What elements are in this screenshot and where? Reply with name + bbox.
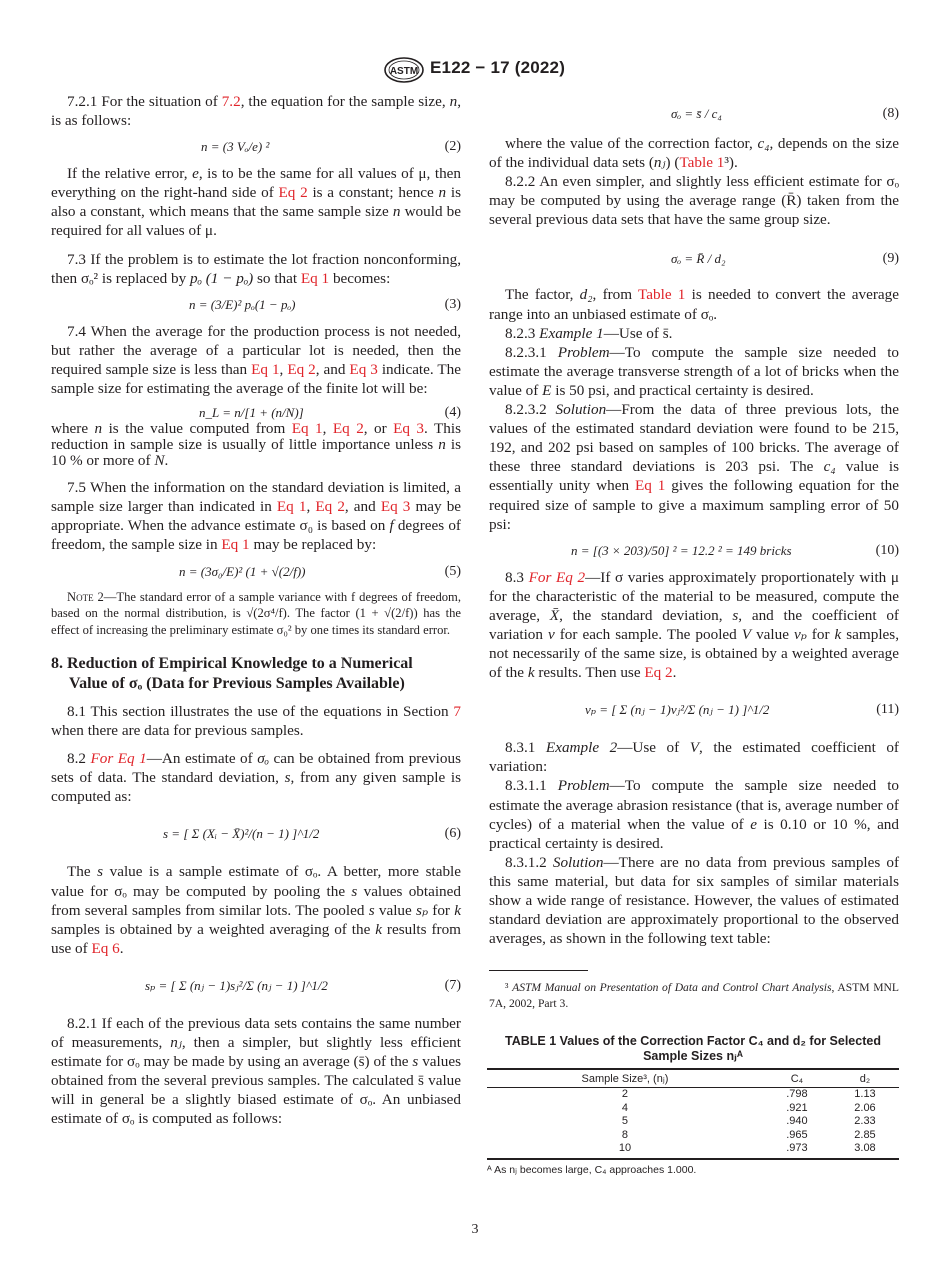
equation-5: n = (3σ₀/E)² (1 + √(2/f)) (5)	[179, 563, 461, 579]
equation-link[interactable]: Eq 1	[291, 420, 323, 438]
table-1-title: TABLE 1 Values of the Correction Factor C₄ and d₂ for Selected Sample Sizes nⱼᴬ	[505, 1034, 881, 1063]
correction-factor-table	[487, 1068, 899, 1160]
right-column	[489, 92, 899, 948]
column-header: C₄	[763, 1069, 831, 1088]
column-header: Sample Size³, (nⱼ)	[487, 1069, 763, 1088]
left-column	[51, 92, 461, 1129]
table-footnote: ᴬ As nⱼ becomes large, C₄ approaches 1.000.	[487, 1163, 697, 1176]
table-row: 8 .965 2.85	[621, 1128, 876, 1141]
paragraph-8-2-2: 8.2.2 An even simpler, and slightly less efficient estimate for σₒ may be computed by using the average range (R̄) taken from the several previous data sets that have the same group size.	[489, 173, 899, 229]
paragraph-8-2-3-1: 8.2.3.1 Problem—To compute the sample size needed to estimate the average transverse strength of a lot of bricks when the value of E is 50 psi, and practical certainty is desired.	[489, 343, 900, 399]
equation-link[interactable]: Eq 1	[251, 360, 280, 378]
paragraph-8-1: 8.1 This section illustrates the use of the equations in Section 7 when there are data for previous samples.	[51, 703, 461, 740]
equation-link[interactable]: Eq 1	[276, 498, 307, 516]
paragraph-8-3-1-2: 8.3.1.2 Solution—There are no data from previous samples of this same material, but data for six samples of similar materials show a wide range of resistance. However, the values of estimated standard deviation are approximately proportional to the observed averages, as shown in the following text table:	[489, 853, 900, 948]
equation-link[interactable]: Eq 2	[278, 184, 308, 202]
footnote-3: ³ ASTM Manual on Presentation of Data and Control Chart Analysis, ASTM MNL 7A, 2002, Part 3.	[489, 981, 900, 1010]
equation-link[interactable]: Eq 3	[380, 498, 411, 516]
paragraph-8-3-1: 8.3.1 Example 2—Use of V, the estimated coefficient of variation:	[489, 739, 899, 776]
paragraph-8-3-1-1: 8.3.1.1 Problem—To compute the sample size needed to estimate the average abrasion resistance (that is, average number of cycles) of a material when the value of e is 0.10 or 10 %, and practical certainty is desired.	[489, 777, 900, 852]
paragraph-8-2-1: 8.2.1 If each of the previous data sets contains the same number of measurements, nⱼ, then a simpler, but slightly less efficient estimate for σₒ may be made by using an average (s̄) of the s values obtained from the several previous samples. The calculated s̄ value will in general be a slightly biased estimate of σₒ. An unbiased estimate of σₒ is computed as follows:	[51, 1014, 461, 1128]
paragraph-7-4: 7.4 When the average for the production process is not needed, but rather the average of a particular lot is needed, then the required sample size is less than Eq 1, Eq 2, and Eq 3 indicate. The sample size for estimating the average of the finite lot will be:	[51, 322, 461, 398]
paragraph-8-3: 8.3 For Eq 2—If σ varies approximately proportionately with μ for the characteristic of the material to be measured, compute the average, X̄, the standard deviation, s, and the coefficient of variation v for each sample. The pooled V value vₚ for k samples, not necessarily of the same size, is obtained by a weighted average of the k results. Then use Eq 2.	[489, 568, 900, 682]
equation-link[interactable]: Eq 2	[644, 664, 673, 682]
equation-link[interactable]: Eq 2	[332, 420, 364, 438]
equation-10: n = [(3 × 203)/50] ² = 12.2 ² = 149 bricks (10)	[571, 542, 899, 558]
table-link[interactable]: Table 1	[679, 154, 725, 172]
paragraph-7-2-1: 7.2.1 For the situation of 7.2, the equation for the sample size, n, is as follows:	[51, 93, 461, 130]
paragraph-8-2: 8.2 For Eq 1—An estimate of σₒ can be obtained from previous sets of data. The standard deviation, s, from any given sample is computed as:	[51, 750, 462, 806]
section-link[interactable]: 7	[453, 703, 461, 720]
paragraph-relative-error: If the relative error, e, is to be the same for all values of μ, then everything on the right-hand side of Eq 2 is a constant; hence n is also a constant, which means that the same sample size n would be required for all values of μ.	[51, 165, 461, 240]
section-link[interactable]: 7.2	[221, 93, 241, 110]
equation-link[interactable]: Eq 3	[349, 360, 378, 378]
svg-text:ASTM: ASTM	[389, 66, 419, 77]
paragraph-d2: The factor, d₂, from Table 1 is needed to convert the average range into an unbiased estimate of σₒ.	[489, 286, 899, 323]
equation-6: s = [ Σ (Xᵢ − X̄)²/(n − 1) ]^1/2 (6)	[163, 826, 461, 842]
equation-link[interactable]: Eq 2	[315, 498, 345, 516]
equation-2: n = (3 Vₒ/e) ² (2)	[201, 139, 461, 155]
note-2: Note 2—The standard error of a sample variance with f degrees of freedom, based on the normal distribution, is √(2σ⁴/f). The factor (1 + √(2/f)) has the effect of increasing the preliminary estimate σ₀² by one times its standard error.	[51, 589, 461, 637]
document-designation: E122 − 17 (2022)	[430, 58, 566, 77]
equation-link[interactable]: For Eq 1	[90, 750, 147, 768]
equation-3: n = (3/E)² pₒ(1 − pₒ) (3)	[189, 296, 461, 312]
table-row: 2 .798 1.13	[621, 1088, 876, 1100]
equation-link[interactable]: Eq 6	[91, 939, 120, 957]
footnote-divider	[489, 970, 588, 971]
astm-logo-icon	[384, 57, 424, 83]
paragraph-8-2-3-2: 8.2.3.2 Solution—From the data of three previous lots, the values of the estimated standard deviation were found to be 215, 192, and 202 psi based on samples of 100 bricks. The average of these three standard deviations is 203 psi. The c₄ value is essentially unity when Eq 1 gives the following equation for the required size of sample to give a maximum sampling error of 50 psi:	[489, 401, 899, 533]
paragraph-8-2-3: 8.2.3 Example 1—Use of s̄.	[505, 324, 673, 342]
paragraph-c4: where the value of the correction factor, c₄, depends on the size of the individual data sets (nⱼ) (Table 1³).	[489, 135, 899, 172]
paragraph-where-n: where n is the value computed from Eq 1, Eq 2, or Eq 3. This reduction in sample size is usually of little importance unless n is 10 % or more of N.	[51, 420, 461, 470]
equation-link[interactable]: Eq 2	[287, 360, 316, 378]
equation-link[interactable]: Eq 1	[221, 536, 250, 554]
page-header	[0, 57, 950, 83]
equation-8: σₒ = s̄ / c₄ (8)	[671, 106, 899, 121]
equation-link[interactable]: For Eq 2	[528, 568, 586, 586]
table-link[interactable]: Table 1	[638, 286, 686, 304]
table-row: 4 .921 2.06	[621, 1101, 876, 1114]
equation-4: n_L = n/[1 + (n/N)] (4)	[199, 405, 461, 421]
equation-7: sₚ = [ Σ (nⱼ − 1)sⱼ²/Σ (nⱼ − 1) ]^1/2 (7)	[145, 977, 461, 993]
paragraph-7-5: 7.5 When the information on the standard deviation is limited, a sample size larger than indicated in Eq 1, Eq 2, and Eq 3 may be appropriate. When the advance estimate σ₀ is based on f degrees of freedom, the sample size in Eq 1 may be replaced by:	[51, 479, 462, 554]
equation-link[interactable]: Eq 3	[393, 420, 425, 438]
table-1	[487, 1034, 899, 1176]
equation-link[interactable]: Eq 1	[300, 269, 330, 287]
section-8-heading: 8. Reduction of Empirical Knowledge to a Numerical Value of σₒ (Data for Previous Samples Available)	[51, 655, 413, 692]
table-row: 10 .973 3.08	[487, 1142, 899, 1159]
paragraph-7-3: 7.3 If the problem is to estimate the lot fraction nonconforming, then σₒ² is replaced by pₒ (1 − pₒ) so that Eq 1 becomes:	[51, 250, 461, 287]
equation-9: σₒ = R̄ / d₂ (9)	[671, 251, 899, 267]
equation-11: vₚ = [ Σ (nⱼ − 1)vⱼ²/Σ (nⱼ − 1) ]^1/2 (11)	[585, 702, 899, 718]
equation-link[interactable]: Eq 1	[634, 477, 666, 495]
column-header: d₂	[831, 1069, 899, 1088]
page-number: 3	[471, 1222, 479, 1237]
paragraph-s-value: The s value is a sample estimate of σₒ. A better, more stable value for σₒ may be computed by pooling the s values obtained from several samples from similar lots. The pooled s value sₚ for k samples is obtained by a weighted averaging of the k results from use of Eq 6.	[51, 863, 462, 957]
table-row: 5 .940 2.33	[621, 1115, 876, 1128]
